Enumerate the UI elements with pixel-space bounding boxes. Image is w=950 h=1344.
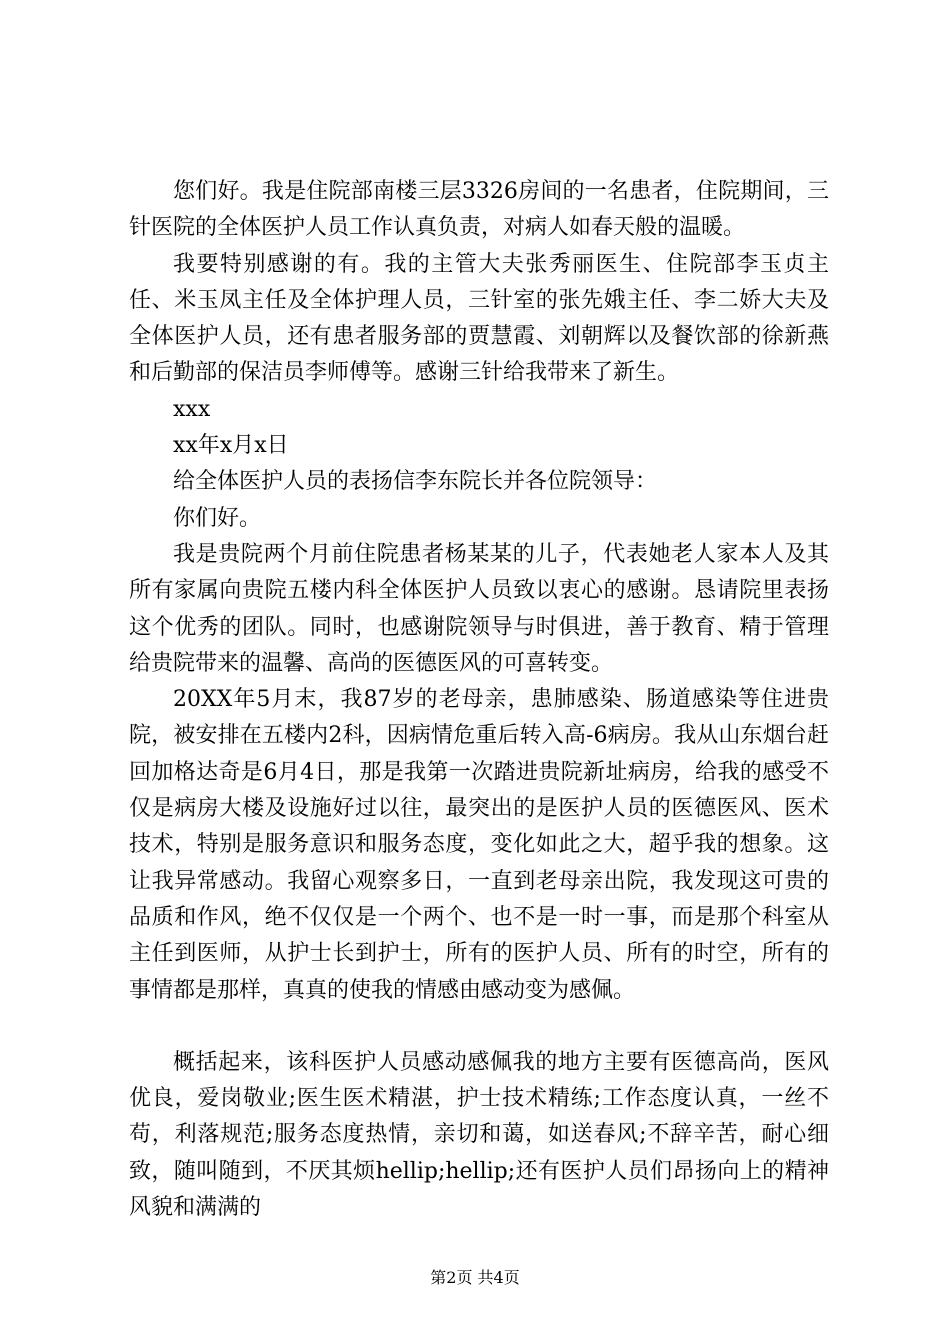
paragraph-salutation: 你们好。 [173, 505, 262, 531]
document-body [129, 174, 829, 1226]
paragraph-letter-title: 给全体医护人员的表扬信李东院长并各位院领导： [173, 469, 658, 495]
paragraph-greeting: 您们好。我是住院部南楼三层3326房间的一名患者，住院期间，三针医院的全体医护人员工作认真负责，对病人如春天般的温暖。 [129, 179, 829, 241]
paragraph-intro: 我是贵院两个月前住院患者杨某某的儿子，代表她老人家本人及其所有家属向贵院五楼内科全体医护人员致以衷心的感谢。恳请院里表扬这个优秀的团队。同时，也感谢院领导与时俱进，善于教育、精于管理给贵院带来的温馨、高尚的医德医风的可喜转变。 [129, 541, 829, 676]
paragraph-story: 20XX年5月末，我87岁的老母亲，患肺感染、肠道感染等住进贵院，被安排在五楼内2科，因病情危重后转入高-6病房。我从山东烟台赶回加格达奇是6月4日，那是我第一次踏进贵院新址病房，给我的感受不仅是病房大楼及设施好过以往，最突出的是医护人员的医德医风、医术技术，特别是服务意识和服务态度，变化如此之大，超乎我的想象。这让我异常感动。我留心观察多日，一直到老母亲出院，我发现这可贵的品质和作风，绝不仅仅是一个两个、也不是一时一事，而是那个科室从主任到医师，从护士长到护士，所有的医护人员、所有的时空，所有的事情都是那样，真真的使我的情感由感动变为感佩。 [129, 687, 829, 1003]
paragraph-signature: xxx [173, 396, 211, 422]
paragraph-summary: 概括起来，该科医护人员感动感佩我的地方主要有医德高尚，医风优良，爱岗敬业;医生医术精湛，护士技术精练;工作态度认真，一丝不苟，利落规范;服务态度热情，亲切和蔼，如送春风;不辞辛苦，耐心细致，随叫随到，不厌其烦hellip;hellip;还有医护人员们昂扬向上的精神风貌和满满的 [129, 1049, 829, 1221]
page-footer: 第2页 共4页 [430, 1268, 520, 1287]
paragraph-thanks: 我要特别感谢的有。我的主管大夫张秀丽医生、住院部李玉贞主任、米玉凤主任及全体护理人员，三针室的张先娥主任、李二娇大夫及全体医护人员，还有患者服务部的贾慧霞、刘朝辉以及餐饮部的徐新燕和后勤部的保洁员李师傅等。感谢三针给我带来了新生。 [129, 251, 829, 386]
paragraph-date: xx年x月x日 [173, 433, 289, 459]
